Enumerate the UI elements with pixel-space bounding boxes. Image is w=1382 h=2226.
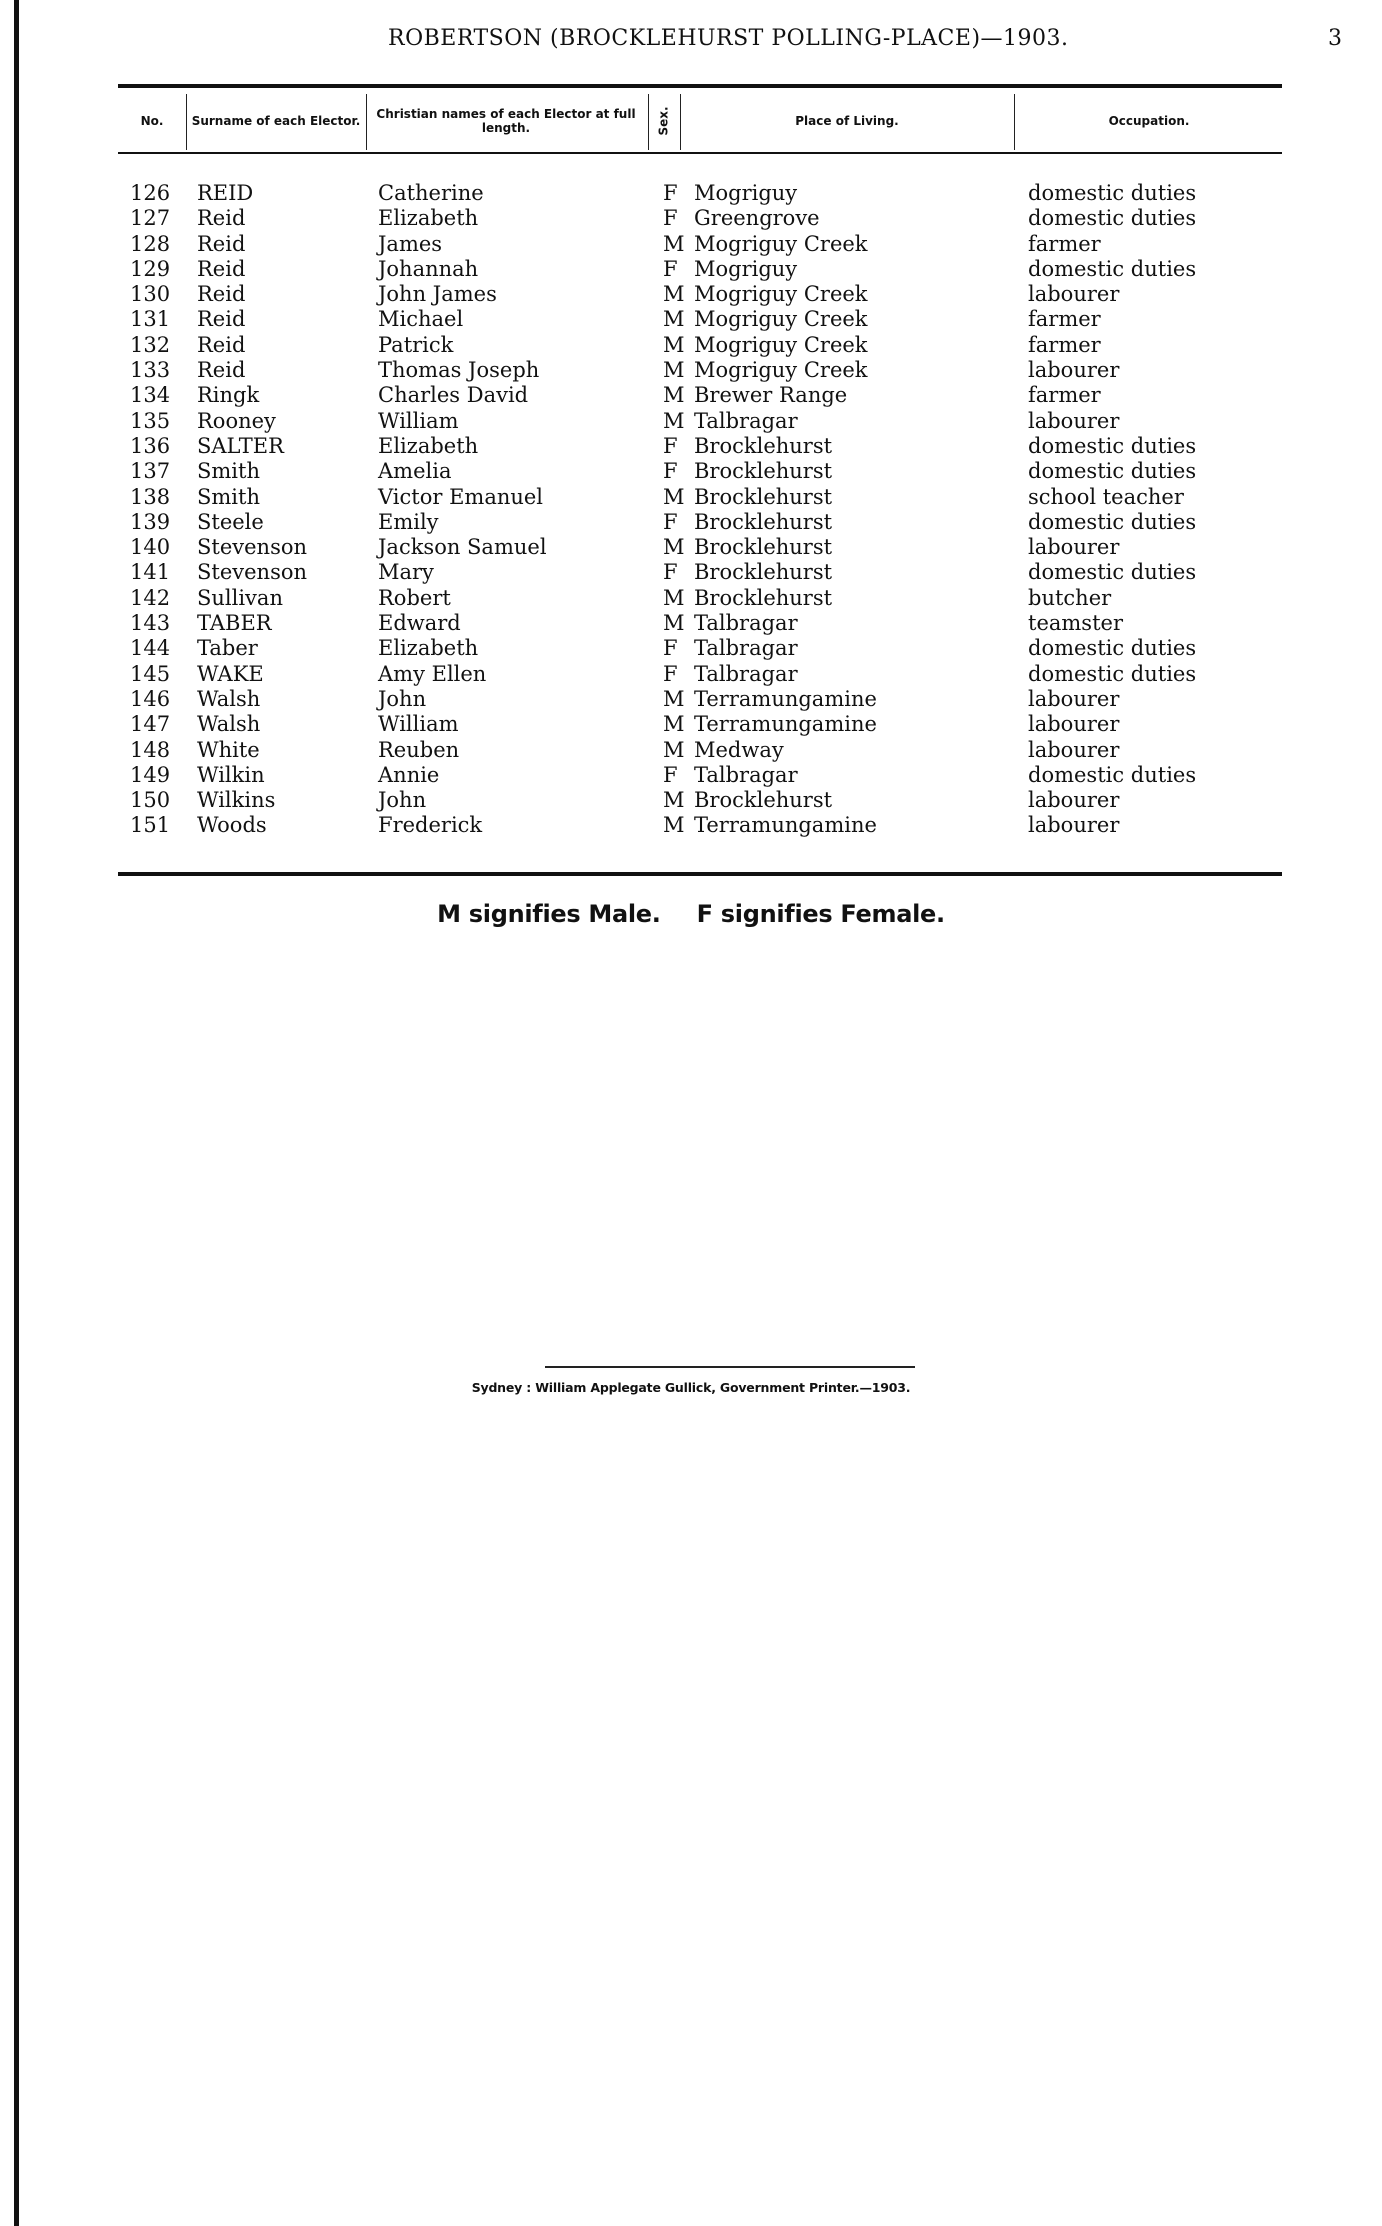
elector-occupation: farmer [1028, 231, 1101, 256]
elector-christian-names: Michael [378, 307, 464, 332]
column-header-no: No. [140, 114, 164, 128]
elector-sex: M [663, 307, 685, 332]
elector-place: Talbragar [694, 408, 798, 433]
elector-place: Terramungamine [694, 813, 877, 838]
table-row [118, 485, 1282, 510]
elector-christian-names: William [378, 712, 459, 737]
elector-christian-names: James [378, 231, 443, 256]
elector-place: Brocklehurst [694, 433, 833, 458]
elector-sex: M [663, 408, 685, 433]
column-header-sex-label: Sex. [657, 106, 671, 136]
elector-number: 148 [130, 737, 171, 762]
imprint-rule [545, 1366, 915, 1368]
elector-place: Mogriguy Creek [694, 231, 868, 256]
elector-sex: M [663, 484, 685, 509]
elector-place: Talbragar [694, 611, 798, 636]
legend-male: M signifies Male. [437, 900, 661, 928]
column-header-occupation: Occupation. [1108, 114, 1190, 128]
elector-occupation: domestic duties [1028, 433, 1197, 458]
elector-sex: F [663, 206, 678, 231]
column-header-christian-names: Christian names of each Elector at full length. [376, 107, 636, 135]
table-row [118, 560, 1282, 585]
elector-occupation: farmer [1028, 383, 1101, 408]
elector-surname: Woods [197, 813, 267, 838]
elector-occupation: labourer [1028, 358, 1120, 383]
elector-number: 134 [130, 383, 171, 408]
elector-number: 146 [130, 686, 171, 711]
elector-number: 128 [130, 231, 171, 256]
elector-surname: Wilkins [197, 788, 276, 813]
table-row [118, 611, 1282, 636]
elector-surname: TABER [197, 611, 272, 636]
table-row [118, 687, 1282, 712]
elector-number: 129 [130, 256, 171, 281]
elector-place: Brocklehurst [694, 509, 833, 534]
elector-occupation: domestic duties [1028, 509, 1197, 534]
elector-number: 139 [130, 509, 171, 534]
elector-surname: Stevenson [197, 535, 308, 560]
elector-sex: M [663, 686, 685, 711]
elector-place: Mogriguy Creek [694, 307, 868, 332]
elector-occupation: labourer [1028, 737, 1120, 762]
page-number: 3 [1328, 26, 1342, 51]
table-row [118, 712, 1282, 737]
table-row [118, 535, 1282, 560]
elector-number: 151 [130, 813, 171, 838]
elector-number: 137 [130, 459, 171, 484]
elector-number: 144 [130, 636, 171, 661]
elector-place: Mogriguy [694, 181, 798, 205]
elector-occupation: butcher [1028, 585, 1112, 610]
sex-legend [0, 900, 1382, 928]
elector-surname: Wilkin [197, 762, 265, 787]
elector-sex: F [663, 661, 678, 686]
elector-number: 132 [130, 332, 171, 357]
table-row [118, 813, 1282, 838]
elector-christian-names: Thomas Joseph [378, 358, 540, 383]
elector-number: 145 [130, 661, 171, 686]
elector-sex: F [663, 181, 678, 205]
elector-christian-names: William [378, 408, 459, 433]
elector-place: Terramungamine [694, 712, 877, 737]
elector-christian-names: Annie [378, 762, 440, 787]
elector-place: Brocklehurst [694, 535, 833, 560]
elector-place: Talbragar [694, 661, 798, 686]
printer-imprint: Sydney : William Applegate Gullick, Government Printer.—1903. [471, 1380, 911, 1395]
elector-sex: M [663, 585, 685, 610]
column-header-place: Place of Living. [795, 114, 899, 128]
elector-number: 130 [130, 282, 171, 307]
elector-surname: Reid [197, 206, 246, 231]
elector-sex: F [663, 636, 678, 661]
elector-place: Talbragar [694, 762, 798, 787]
elector-number: 127 [130, 206, 171, 231]
elector-number: 126 [130, 181, 171, 205]
elector-occupation: domestic duties [1028, 256, 1197, 281]
column-divider [366, 94, 367, 150]
elector-christian-names: Johannah [378, 256, 479, 281]
elector-christian-names: Victor Emanuel [378, 484, 544, 509]
elector-christian-names: John James [378, 282, 497, 307]
elector-christian-names: Catherine [378, 181, 484, 205]
elector-number: 149 [130, 762, 171, 787]
elector-occupation: teamster [1028, 611, 1123, 636]
elector-sex: M [663, 535, 685, 560]
table-row [118, 307, 1282, 332]
elector-christian-names: John [378, 788, 427, 813]
table-bottom-rule [118, 872, 1282, 876]
elector-sex: M [663, 712, 685, 737]
elector-surname: WAKE [197, 661, 264, 686]
elector-surname: Reid [197, 256, 246, 281]
elector-surname: Walsh [197, 712, 261, 737]
elector-place: Brocklehurst [694, 788, 833, 813]
elector-sex: M [663, 383, 685, 408]
elector-place: Brocklehurst [694, 459, 833, 484]
elector-christian-names: Robert [378, 585, 451, 610]
table-row [118, 636, 1282, 661]
elector-christian-names: Patrick [378, 332, 454, 357]
elector-surname: White [197, 737, 260, 762]
elector-christian-names: Elizabeth [378, 206, 479, 231]
elector-christian-names: Amelia [378, 459, 452, 484]
elector-surname: Ringk [197, 383, 260, 408]
table-row [118, 383, 1282, 408]
header-bottom-rule [118, 152, 1282, 154]
elector-occupation: farmer [1028, 332, 1101, 357]
elector-surname: Rooney [197, 408, 276, 433]
elector-place: Medway [694, 737, 784, 762]
elector-number: 142 [130, 585, 171, 610]
table-row [118, 409, 1282, 434]
elector-christian-names: Mary [378, 560, 434, 585]
elector-number: 147 [130, 712, 171, 737]
elector-surname: Stevenson [197, 560, 308, 585]
elector-occupation: labourer [1028, 535, 1120, 560]
elector-christian-names: Frederick [378, 813, 483, 838]
elector-sex: M [663, 737, 685, 762]
elector-occupation: domestic duties [1028, 560, 1197, 585]
elector-christian-names: John [378, 686, 427, 711]
elector-surname: Smith [197, 459, 260, 484]
elector-occupation: labourer [1028, 788, 1120, 813]
elector-sex: M [663, 611, 685, 636]
table-top-rule [118, 84, 1282, 88]
elector-place: Mogriguy Creek [694, 282, 868, 307]
elector-occupation: domestic duties [1028, 636, 1197, 661]
table-row [118, 788, 1282, 813]
column-header-row [118, 90, 1282, 152]
column-divider [186, 94, 187, 150]
column-header-surname: Surname of each Elector. [191, 114, 361, 128]
table-row [118, 434, 1282, 459]
elector-christian-names: Emily [378, 509, 439, 534]
table-row [118, 738, 1282, 763]
table-row [118, 510, 1282, 535]
elector-christian-names: Amy Ellen [378, 661, 487, 686]
elector-place: Terramungamine [694, 686, 877, 711]
elector-occupation: labourer [1028, 712, 1120, 737]
table-row [118, 358, 1282, 383]
elector-surname: REID [197, 181, 254, 205]
elector-number: 150 [130, 788, 171, 813]
elector-place: Brewer Range [694, 383, 848, 408]
elector-christian-names: Elizabeth [378, 433, 479, 458]
page-title: ROBERTSON (BROCKLEHURST POLLING-PLACE)—1903. [388, 26, 1069, 51]
elector-occupation: domestic duties [1028, 661, 1197, 686]
elector-surname: Reid [197, 282, 246, 307]
elector-place: Mogriguy Creek [694, 332, 868, 357]
elector-sex: F [663, 762, 678, 787]
table-row [118, 282, 1282, 307]
elector-surname: Taber [197, 636, 258, 661]
page-edge-rule [14, 0, 19, 2226]
table-row [118, 181, 1282, 206]
elector-number: 138 [130, 484, 171, 509]
elector-occupation: labourer [1028, 408, 1120, 433]
table-row [118, 662, 1282, 687]
elector-number: 143 [130, 611, 171, 636]
elector-place: Brocklehurst [694, 560, 833, 585]
elector-surname: Reid [197, 332, 246, 357]
elector-place: Brocklehurst [694, 484, 833, 509]
elector-occupation: labourer [1028, 813, 1120, 838]
column-divider [680, 94, 681, 150]
elector-sex: M [663, 231, 685, 256]
elector-occupation: school teacher [1028, 484, 1184, 509]
elector-occupation: domestic duties [1028, 762, 1197, 787]
elector-number: 133 [130, 358, 171, 383]
elector-surname: Walsh [197, 686, 261, 711]
table-row [118, 586, 1282, 611]
elector-number: 131 [130, 307, 171, 332]
table-row [118, 257, 1282, 282]
table-row [118, 763, 1282, 788]
elector-surname: Reid [197, 307, 246, 332]
elector-occupation: farmer [1028, 307, 1101, 332]
elector-occupation: domestic duties [1028, 459, 1197, 484]
electors-table [118, 181, 1282, 839]
table-row [118, 333, 1282, 358]
elector-surname: Smith [197, 484, 260, 509]
elector-occupation: labourer [1028, 282, 1120, 307]
elector-number: 135 [130, 408, 171, 433]
elector-place: Mogriguy Creek [694, 358, 868, 383]
elector-sex: F [663, 560, 678, 585]
elector-occupation: domestic duties [1028, 206, 1197, 231]
table-row [118, 206, 1282, 231]
elector-surname: Sullivan [197, 585, 283, 610]
elector-sex: F [663, 256, 678, 281]
elector-christian-names: Reuben [378, 737, 460, 762]
elector-christian-names: Jackson Samuel [378, 535, 547, 560]
elector-place: Talbragar [694, 636, 798, 661]
elector-occupation: labourer [1028, 686, 1120, 711]
elector-surname: Reid [197, 358, 246, 383]
elector-number: 140 [130, 535, 171, 560]
elector-sex: M [663, 332, 685, 357]
elector-sex: M [663, 813, 685, 838]
elector-number: 136 [130, 433, 171, 458]
elector-surname: Reid [197, 231, 246, 256]
elector-place: Mogriguy [694, 256, 798, 281]
elector-place: Brocklehurst [694, 585, 833, 610]
elector-place: Greengrove [694, 206, 820, 231]
elector-christian-names: Edward [378, 611, 461, 636]
elector-number: 141 [130, 560, 171, 585]
page-header [0, 26, 1382, 56]
table-row [118, 232, 1282, 257]
elector-sex: M [663, 282, 685, 307]
legend-female: F signifies Female. [696, 900, 945, 928]
elector-christian-names: Charles David [378, 383, 529, 408]
elector-surname: Steele [197, 509, 264, 534]
elector-christian-names: Elizabeth [378, 636, 479, 661]
elector-sex: M [663, 788, 685, 813]
column-header-sex [649, 90, 679, 152]
elector-sex: F [663, 459, 678, 484]
elector-sex: F [663, 433, 678, 458]
elector-sex: M [663, 358, 685, 383]
table-row [118, 459, 1282, 484]
elector-surname: SALTER [197, 433, 284, 458]
column-divider [1014, 94, 1015, 150]
elector-sex: F [663, 509, 678, 534]
elector-occupation: domestic duties [1028, 181, 1197, 205]
